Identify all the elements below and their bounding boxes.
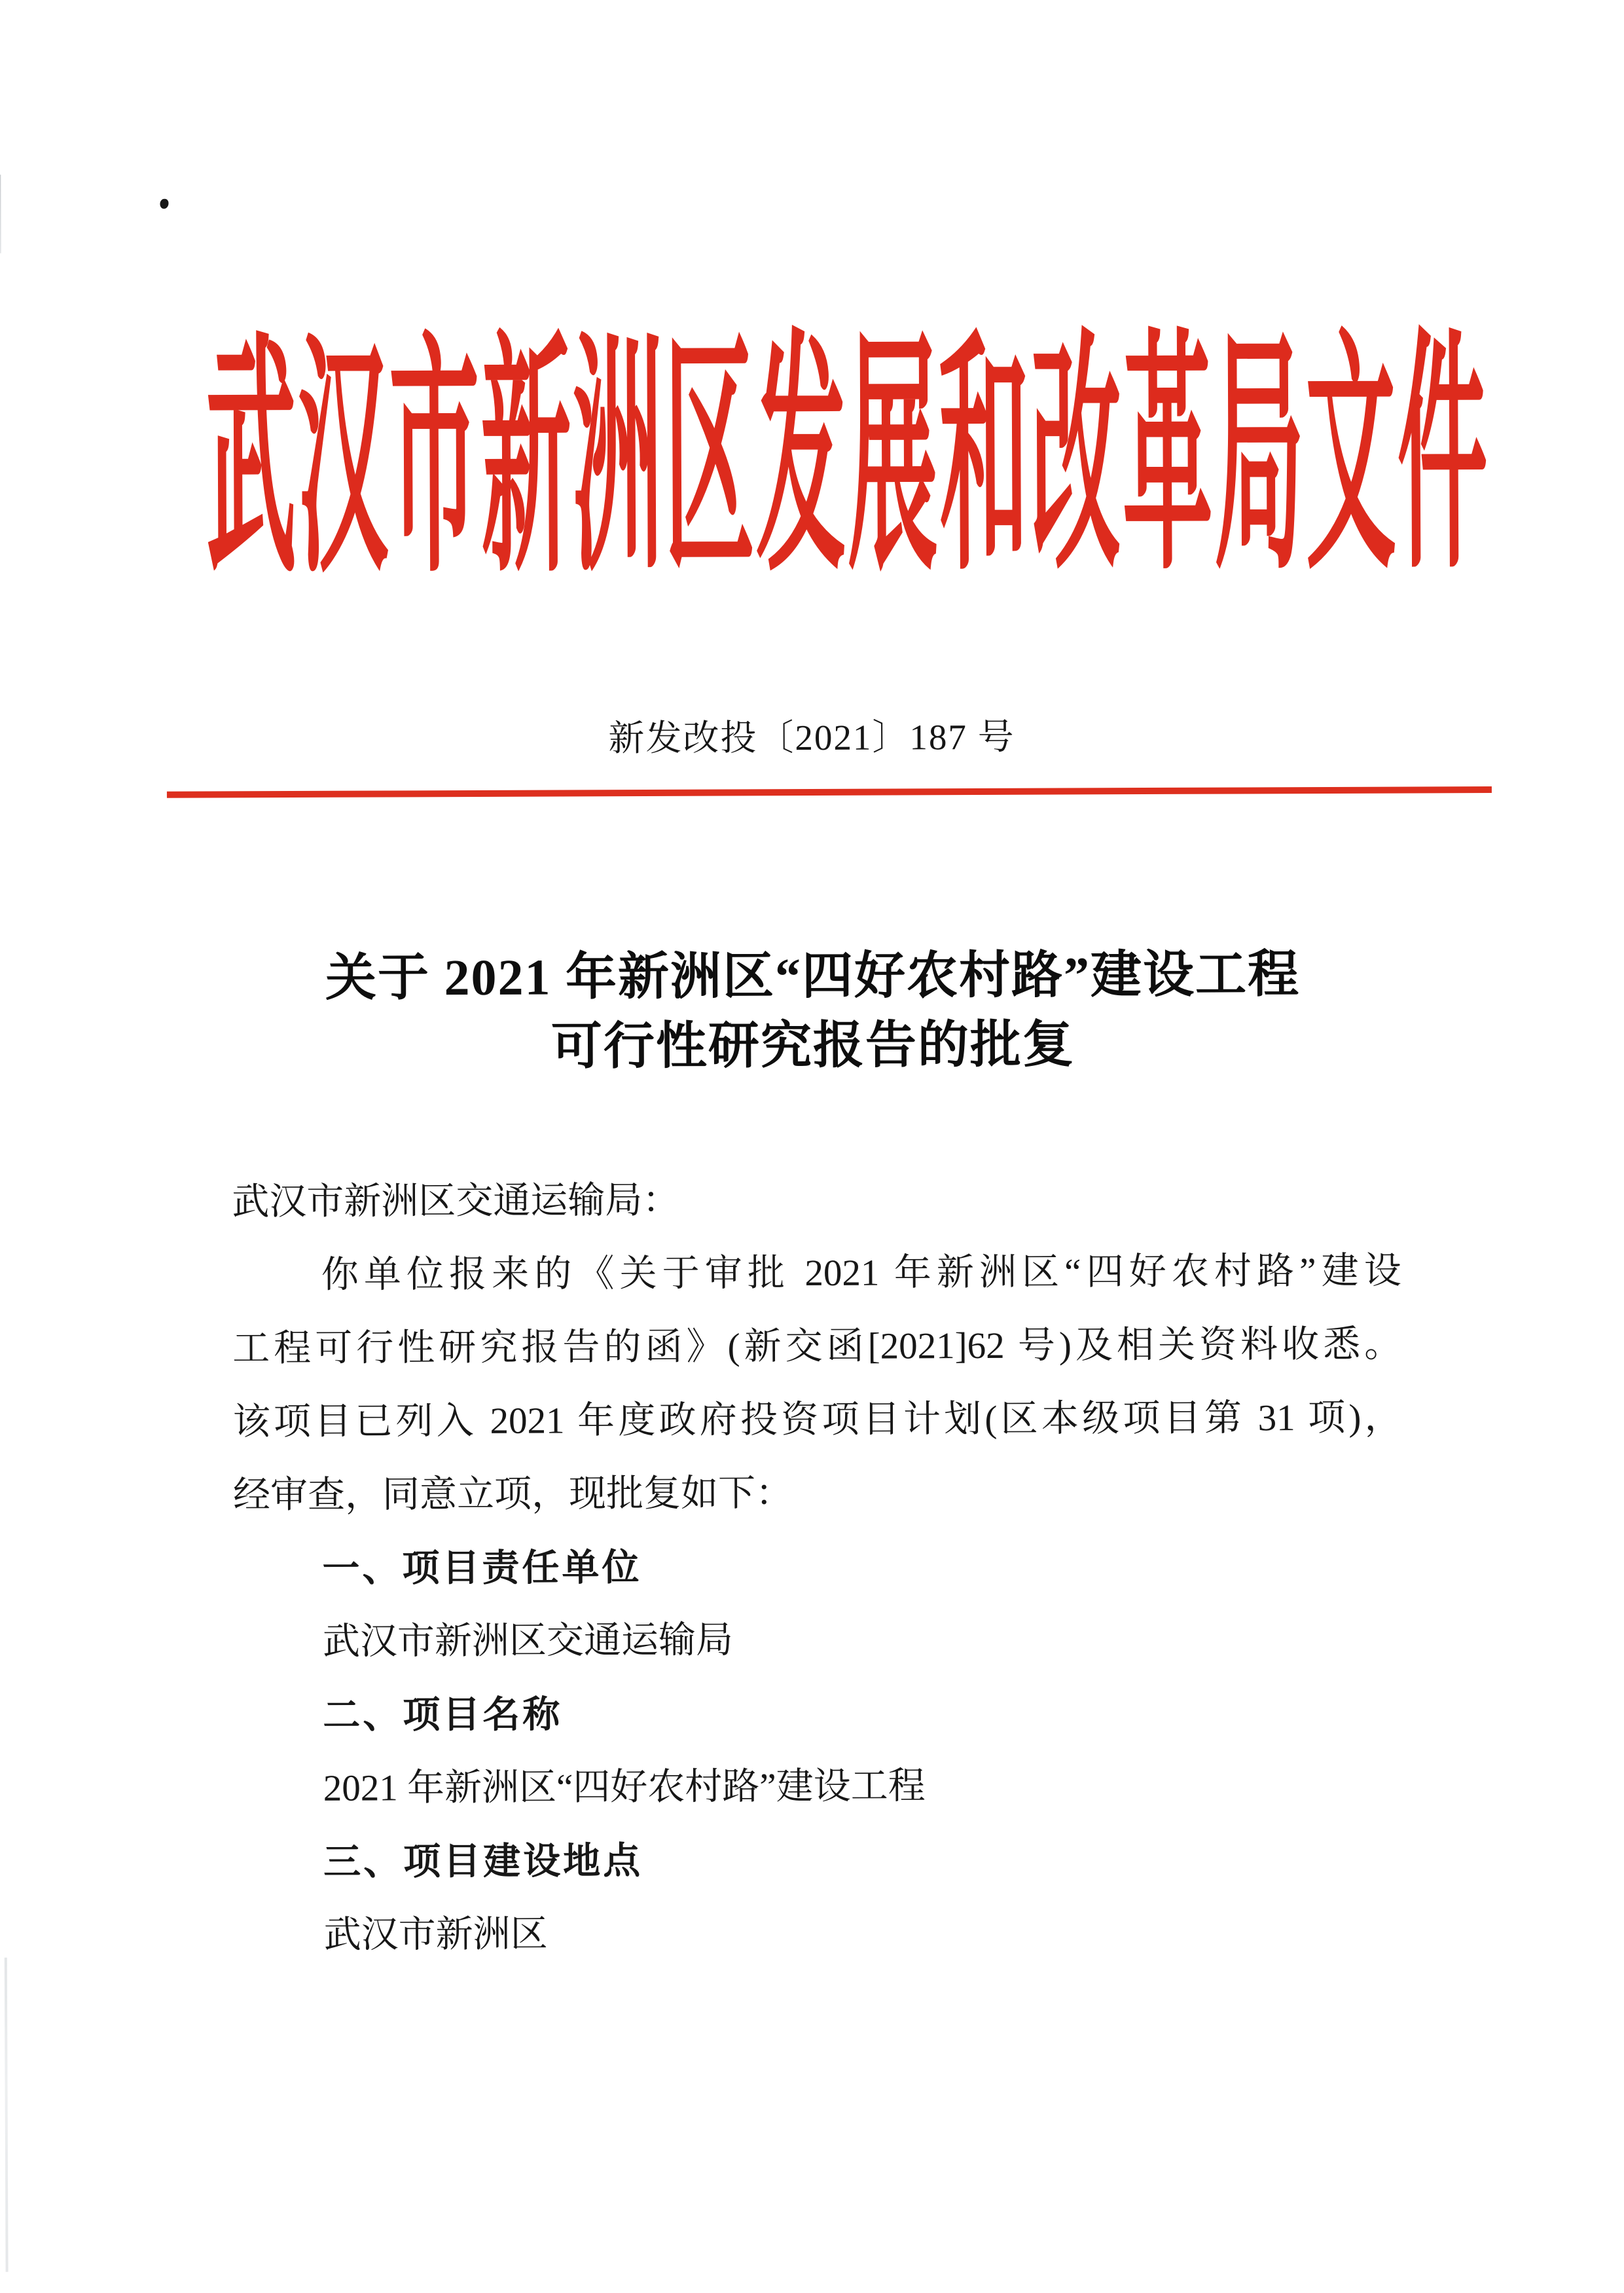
scan-edge-artifact-bottom — [5, 1958, 9, 2272]
paragraph-line-2: 工程可行性研究报告的函》(新交函[2021]62 号)及相关资料收悉。 — [232, 1323, 1402, 1370]
agency-header-title: 武汉市新洲区发展和改革局文件 — [206, 316, 1490, 604]
paragraph-line-4: 经审查，同意立项，现批复如下： — [232, 1473, 793, 1516]
ink-speck — [160, 199, 168, 209]
section-heading-1: 一、项目责任单位 — [322, 1547, 642, 1590]
paragraph-line-3: 该项目已列入 2021 年度政府投资项目计划(区本级项目第 31 项)， — [232, 1397, 1402, 1443]
document-title-line2: 可行性研究报告的批复 — [550, 1016, 1075, 1075]
section-heading-3: 三、项目建设地点 — [323, 1840, 643, 1883]
document-title-line1: 关于 2021 年新洲区“四好农村路”建设工程 — [325, 945, 1301, 1006]
addressee-line: 武汉市新洲区交通运输局： — [232, 1179, 680, 1223]
section-1-content: 武汉市新洲区交通运输局 — [322, 1619, 734, 1662]
document-number: 新发改投〔2021〕187 号 — [608, 716, 1015, 759]
paragraph-line-1: 你单位报来的《关于审批 2021 年新洲区“四好农村路”建设 — [321, 1250, 1401, 1296]
document-body — [232, 1162, 1404, 1973]
section-2-content: 2021 年新洲区“四好农村路”建设工程 — [323, 1765, 926, 1809]
document-title — [112, 939, 1514, 1083]
red-divider-rule — [167, 786, 1492, 798]
scan-edge-artifact-top — [0, 175, 1, 253]
section-3-content: 武汉市新洲区 — [323, 1913, 548, 1956]
section-heading-2: 二、项目名称 — [323, 1693, 563, 1736]
